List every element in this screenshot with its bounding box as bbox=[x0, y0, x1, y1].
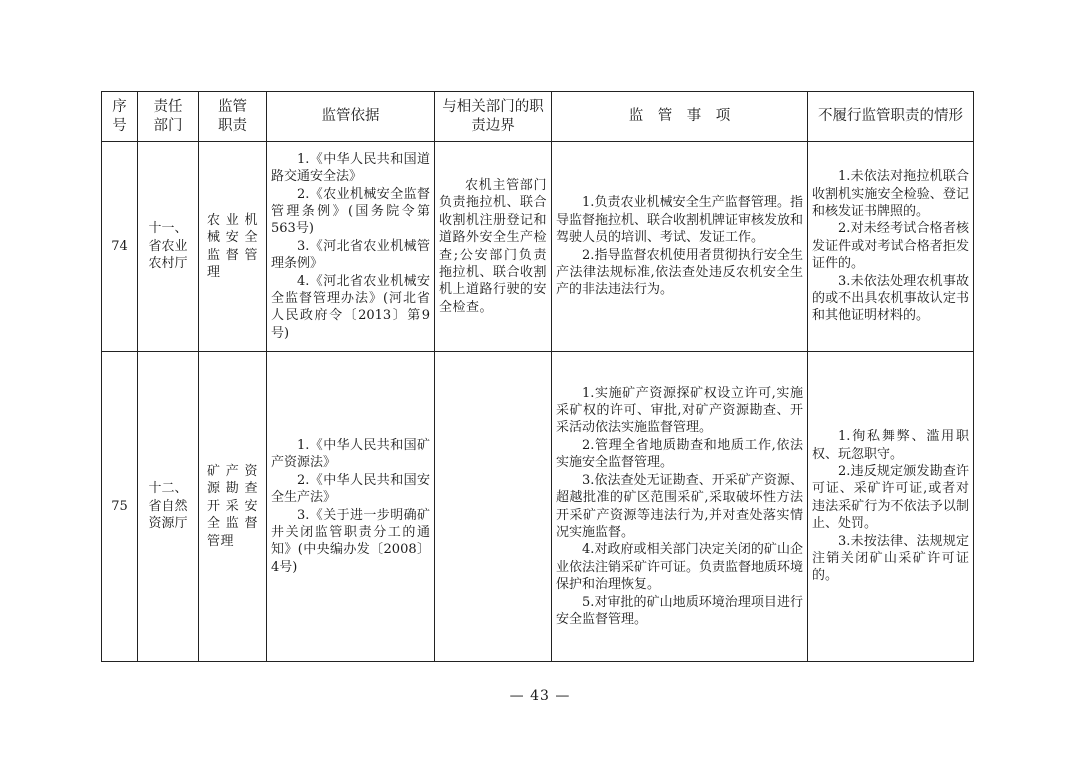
matter-item: 2.管理全省地质勘查和地质工作,依法实施安全监督管理。 bbox=[556, 437, 803, 471]
header-boundary: 与相关部门的职责边界 bbox=[435, 92, 552, 142]
header-dept: 责任部门 bbox=[138, 92, 199, 142]
header-failure: 不履行监管职责的情形 bbox=[808, 92, 974, 142]
table-row bbox=[102, 352, 974, 662]
matter-item: 5.对审批的矿山地质环境治理项目进行安全监督管理。 bbox=[556, 594, 803, 627]
row-duty: 矿产资源勘查开采安全监督管理 bbox=[199, 352, 267, 662]
row-matters bbox=[552, 352, 808, 662]
row-duty: 农业机械安全监督管理 bbox=[199, 142, 267, 352]
basis-item: 3.《河北省农业机械管理条例》 bbox=[271, 238, 430, 272]
row-basis bbox=[267, 352, 435, 662]
row-basis bbox=[267, 142, 435, 352]
row-failure bbox=[808, 352, 974, 662]
basis-item: 2.《中华人民共和国安全生产法》 bbox=[271, 472, 430, 506]
matter-item: 2.指导监督农机使用者贯彻执行安全生产法律法规标准,依法查处违反农机安全生产的非法违法行为。 bbox=[556, 247, 803, 298]
row-dept: 十一、省农业农村厅 bbox=[138, 142, 199, 352]
page-number: — 43 — bbox=[509, 688, 571, 704]
matter-item: 4.对政府或相关部门决定关闭的矿山企业依法注销采矿许可证。负责监督地质环境保护和治理恢复。 bbox=[556, 542, 804, 593]
basis-item: 3.《关于进一步明确矿井关闭监管职责分工的通知》(中央编办发〔2008〕4号) bbox=[271, 507, 430, 575]
basis-item: 1.《中华人民共和国矿产资源法》 bbox=[271, 437, 430, 471]
basis-item: 2.《农业机械安全监督管理条例》(国务院令第563号) bbox=[271, 186, 430, 237]
matter-item: 3.依法查处无证勘查、开采矿产资源、超越批准的矿区范围采矿,采取破坏性方法开采矿产资源等违法行为,并对查处落实情况实施监督。 bbox=[556, 472, 803, 540]
failure-item: 2.对未经考试合格者核发证件或对考试合格者拒发证件的。 bbox=[812, 221, 969, 272]
basis-item: 1.《中华人民共和国道路交通安全法》 bbox=[271, 151, 430, 185]
header-duty: 监管职责 bbox=[199, 92, 267, 142]
matter-item: 1.实施矿产资源探矿权设立许可,实施采矿权的许可、审批,对矿产资源勘查、开采活动依法实施监督管理。 bbox=[556, 385, 803, 436]
table-row bbox=[102, 142, 974, 352]
regulation-table bbox=[101, 91, 974, 662]
row-boundary: 农机主管部门负责拖拉机、联合收割机注册登记和道路外安全生产检查;公安部门负责拖拉机、联合收割机上道路行驶的安全检查。 bbox=[435, 142, 552, 352]
failure-item: 3.未依法处理农机事故的或不出具农机事故认定书和其他证明材料的。 bbox=[812, 273, 969, 324]
row-seq: 75 bbox=[102, 352, 138, 662]
header-row bbox=[102, 92, 974, 142]
header-seq: 序号 bbox=[102, 92, 138, 142]
row-seq: 74 bbox=[102, 142, 138, 352]
row-dept: 十二、省自然资源厅 bbox=[138, 352, 199, 662]
row-matters bbox=[552, 142, 808, 352]
basis-item: 4.《河北省农业机械安全监督管理办法》(河北省人民政府令〔2013〕第9号) bbox=[271, 273, 430, 341]
failure-item: 1.徇私舞弊、滥用职权、玩忽职守。 bbox=[812, 429, 969, 462]
header-basis: 监管依据 bbox=[267, 92, 435, 142]
failure-item: 3.未按法律、法规规定注销关闭矿山采矿许可证的。 bbox=[812, 533, 969, 584]
row-boundary bbox=[435, 352, 552, 662]
header-matters: 监 管 事 项 bbox=[552, 92, 808, 142]
matter-item: 1.负责农业机械安全生产监督管理。指导监督拖拉机、联合收割机牌证审核发放和驾驶人员的培训、考试、发证工作。 bbox=[556, 195, 804, 246]
row-failure bbox=[808, 142, 974, 352]
failure-item: 2.违反规定颁发勘查许可证、采矿许可证,或者对违法采矿行为不依法予以制止、处罚。 bbox=[812, 463, 969, 532]
failure-item: 1.未依法对拖拉机联合收割机实施安全检验、登记和核发证书牌照的。 bbox=[812, 169, 969, 219]
